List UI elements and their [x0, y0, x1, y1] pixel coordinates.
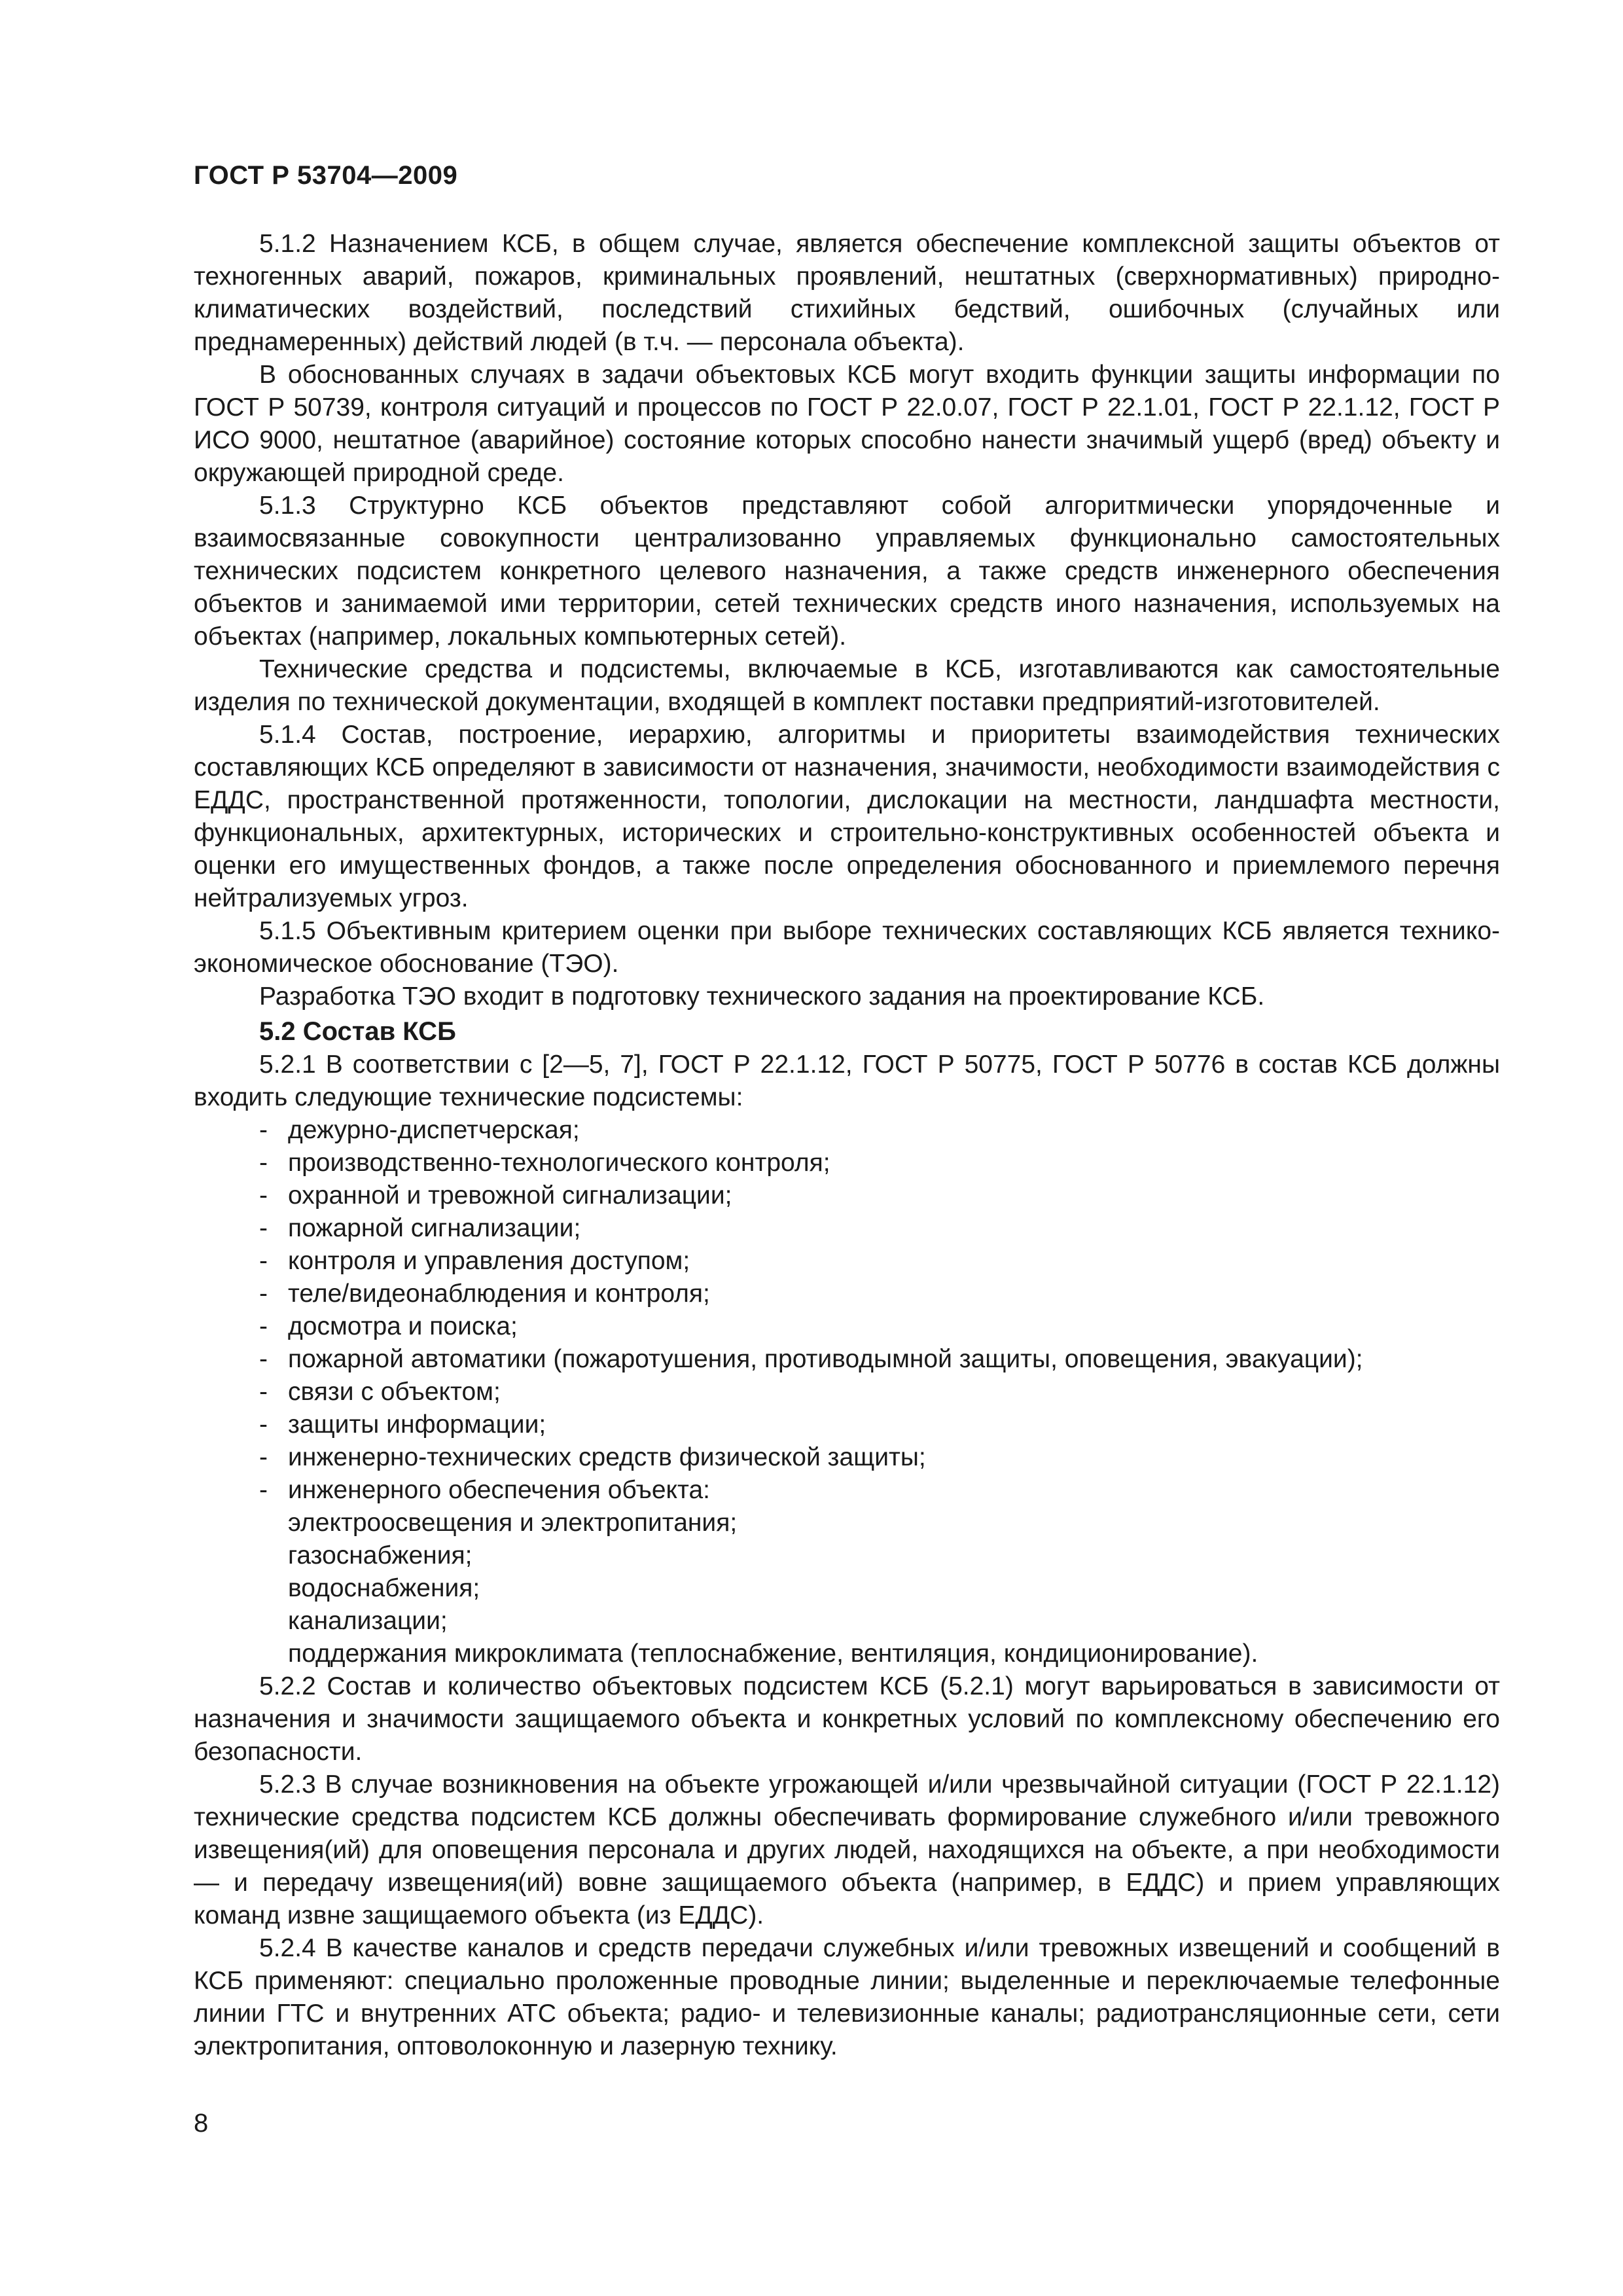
paragraph-5-1-2: 5.1.2 Назначением КСБ, в общем случае, является обеспечение комплексной защиты объектов от техногенных аварий, пожаров, криминальных проявлений, нештатных (сверхнормативных) природно-климатических воздействий, последствий стихийных бедствий, ошибочных (случайных или преднамеренных) действий людей (в т.ч. — персонала объекта). [194, 230, 1500, 356]
engineering-sub-item: газоснабжения; [288, 1541, 473, 1570]
list-item: - производственно-технологического контроля; [259, 1147, 1500, 1179]
list-item: - пожарной автоматики (пожаротушения, противодымной защиты, оповещения, эвакуации); [259, 1343, 1500, 1376]
paragraph-5-2-3: 5.2.3 В случае возникновения на объекте угрожающей и/или чрезвычайной ситуации (ГОСТ Р 22.1.12) технические средства подсистем КСБ должны обеспечивать формирование служебного и/или тревожного извещения(ий) для оповещения персонала и других людей, находящихся на объекте, а при необходимости — и передачу извещения(ий) вовне защищаемого объекта (например, в ЕДДС) и прием управляющих команд извне защищаемого объекта (из ЕДДС). [194, 1770, 1500, 1929]
page-number: 8 [194, 2109, 209, 2138]
list-item: - теле/видеонаблюдения и контроля; [259, 1278, 1500, 1310]
paragraph-5-2-1: 5.2.1 В соответствии с [2—5, 7], ГОСТ Р 22.1.12, ГОСТ Р 50775, ГОСТ Р 50776 в состав КСБ должны входить следующие технические подсистемы: [194, 1050, 1500, 1111]
list-item: - досмотра и поиска; [259, 1310, 1500, 1343]
subsystems-list [194, 1114, 1500, 1670]
list-item: - инженерного обеспечения объекта: [259, 1474, 1500, 1507]
list-item: - защиты информации; [259, 1408, 1500, 1441]
engineering-sub-item: электроосвещения и электропитания; [288, 1509, 738, 1537]
engineering-sub-item: водоснабжения; [288, 1574, 480, 1602]
list-item: - связи с объектом; [259, 1376, 1500, 1408]
paragraph-5-1-5-cont: Разработка ТЭО входит в подготовку технического задания на проектирование КСБ. [259, 982, 1265, 1011]
paragraph-5-2-4: 5.2.4 В качестве каналов и средств передачи служебных и/или тревожных извещений и сообщений в КСБ применяют: специально проложенные проводные линии; выделенные и переключаемые телефонные линии ГТС и внутренних АТС объекта; радио- и телевизионные каналы; радиотрансляционные сети, сети электропитания, оптоволоконную и лазерную технику. [194, 1934, 1500, 2060]
paragraph-5-1-4: 5.1.4 Состав, построение, иерархию, алгоритмы и приоритеты взаимодействия технических составляющих КСБ определяют в зависимости от назначения, значимости, необходимости взаимодействия с ЕДДС, пространственной протяженности, топологии, дислокации на местности, ландшафта местности, функциональных, архитектурных, исторических и строительно-конструктивных особенностей объекта и оценки его имущественных фондов, а также после определения обоснованного и приемлемого перечня нейтрализуемых угроз. [194, 721, 1500, 912]
list-item: - охранной и тревожной сигнализации; [259, 1179, 1500, 1212]
paragraph-5-1-5: 5.1.5 Объективным критерием оценки при выборе технических составляющих КСБ является технико-экономическое обоснование (ТЭО). [194, 917, 1500, 978]
paragraph-5-2-2: 5.2.2 Состав и количество объектовых подсистем КСБ (5.2.1) могут варьироваться в зависимости от назначения и значимости защищаемого объекта и конкретных условий по комплексному обеспечению его безопасности. [194, 1672, 1500, 1766]
engineering-sub-item: поддержания микроклимата (теплоснабжение, вентиляция, кондиционирование). [288, 1640, 1258, 1668]
list-item: - дежурно-диспетчерская; [259, 1114, 1500, 1147]
list-item: - инженерно-технических средств физической защиты; [259, 1441, 1500, 1474]
paragraph-5-1-2-cont: В обоснованных случаях в задачи объектовых КСБ могут входить функции защиты информации по ГОСТ Р 50739, контроля ситуаций и процессов по ГОСТ Р 22.0.07, ГОСТ Р 22.1.01, ГОСТ Р 22.1.12, ГОСТ Р ИСО 9000, нештатное (аварийное) состояние которых способно нанести значимый ущерб (вред) объекту и окружающей природной среде. [194, 361, 1500, 487]
document-code-header: ГОСТ Р 53704—2009 [194, 161, 458, 190]
paragraph-5-1-3-cont: Технические средства и подсистемы, включаемые в КСБ, изготавливаются как самостоятельные изделия по технической документации, входящей в комплект поставки предприятий-изготовителей. [194, 655, 1500, 716]
section-heading-5-2: 5.2 Состав КСБ [259, 1017, 456, 1046]
list-item: - пожарной сигнализации; [259, 1212, 1500, 1245]
page-body [194, 228, 1500, 2063]
engineering-sub-item: канализации; [288, 1607, 448, 1635]
paragraph-5-1-3: 5.1.3 Структурно КСБ объектов представляют собой алгоритмически упорядоченные и взаимосвязанные совокупности централизованно управляемых функционально самостоятельных технических подсистем конкретного целевого назначения, а также средств инженерного обеспечения объектов и занимаемой ими территории, сетей технических средств иного назначения, используемых на объектах (например, локальных компьютерных сетей). [194, 492, 1500, 651]
list-item: - контроля и управления доступом; [259, 1245, 1500, 1278]
